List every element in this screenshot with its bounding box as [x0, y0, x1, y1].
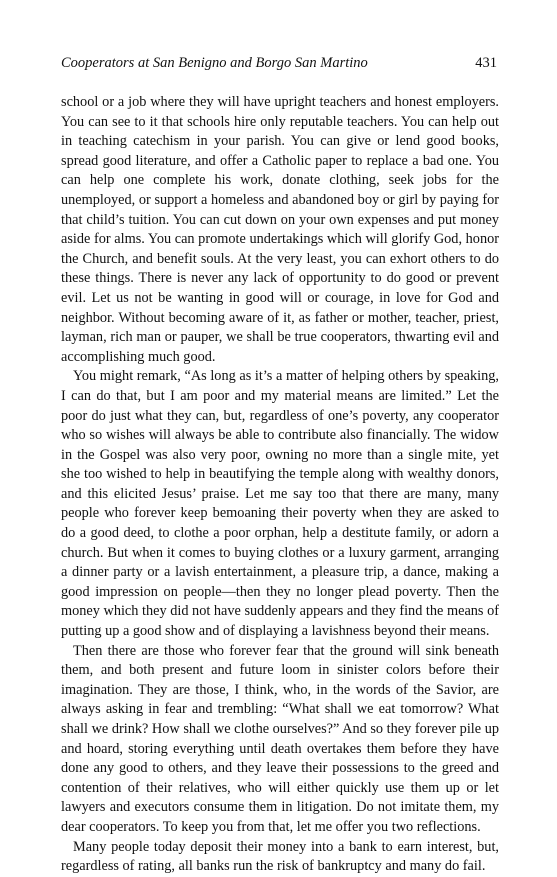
paragraph: You might remark, “As long as it’s a matter of helping others by speaking, I can do that, but I am poor and my material means are limited.” Let the poor do just what they can, but, regardless of one’s poverty, any cooperator who so wishes will always be able to contribute also financially. The widow in the Gospel was also very poor, owning no more than a single mite, yet she too wished to help in beautifying the temple along with wealthy donors, and this elicited Jesus’ praise. Let me say too that there are many, many people who forever keep bemoaning their poverty when they are asked to do a good deed, to clothe a poor orphan, help a destitute family, or adorn a church. But when it comes to buying clothes or a luxury garment, arranging a dinner party or a lavish entertainment, a pleasure trip, a dance, making a good impression on people—then they no longer plead poverty. Then the money which they did not have suddenly appears and they find the means of putting up a good show and of displaying a lavishness beyond their means. — [61, 368, 499, 640]
paragraph: Many people today deposit their money into a bank to earn interest, but, regardless of rating, all banks run the risk of bankruptcy and many do fail. — [61, 838, 499, 875]
body-text — [61, 93, 499, 877]
paragraph-continuation: school or a job where they will have upright teachers and honest employers. You can see to it that schools hire only reputable teachers. You can help out in teaching catechism in your parish. You can give or lend good books, spread good literature, and offer a Catholic paper to replace a bad one. You can help one complete his work, donate clothing, seek jobs for the unemployed, or support a homeless and abandoned boy or girl by paying for that child’s tuition. You can cut down on your own expenses and put money aside for alms. You can promote undertakings which will glorify God, honor the Church, and benefit souls. At the very least, you can exhort others to do these things. There is never any lack of opportunity to do good or prevent evil. Let us not be wanting in good will or courage, in love for God and neighbor. Without becoming aware of it, as father or mother, teacher, priest, layman, rich man or pauper, we shall be true cooperators, thwarting evil and accomplishing much good. — [61, 94, 499, 365]
page-number: 431 — [475, 55, 497, 71]
paragraph: Then there are those who forever fear that the ground will sink beneath them, and both present and future loom in sinister colors before their imagination. They are those, I think, who, in the words of the Savior, are always asking in fear and trembling: “What shall we eat tomorrow? What shall we drink? How shall we clothe ourselves?” And so they forever pile up and hoard, storing everything until death overtakes them before they have done any good to others, and they leave their possessions to the greed and contention of their relatives, who will either quickly use them up or let lawyers and executors consume them in litigation. Do not imitate them, my dear cooperators. To keep you from that, let me offer you two reflections. — [61, 642, 499, 835]
book-page — [61, 55, 499, 877]
running-header — [61, 55, 499, 77]
running-title: Cooperators at San Benigno and Borgo San Martino — [61, 55, 368, 71]
